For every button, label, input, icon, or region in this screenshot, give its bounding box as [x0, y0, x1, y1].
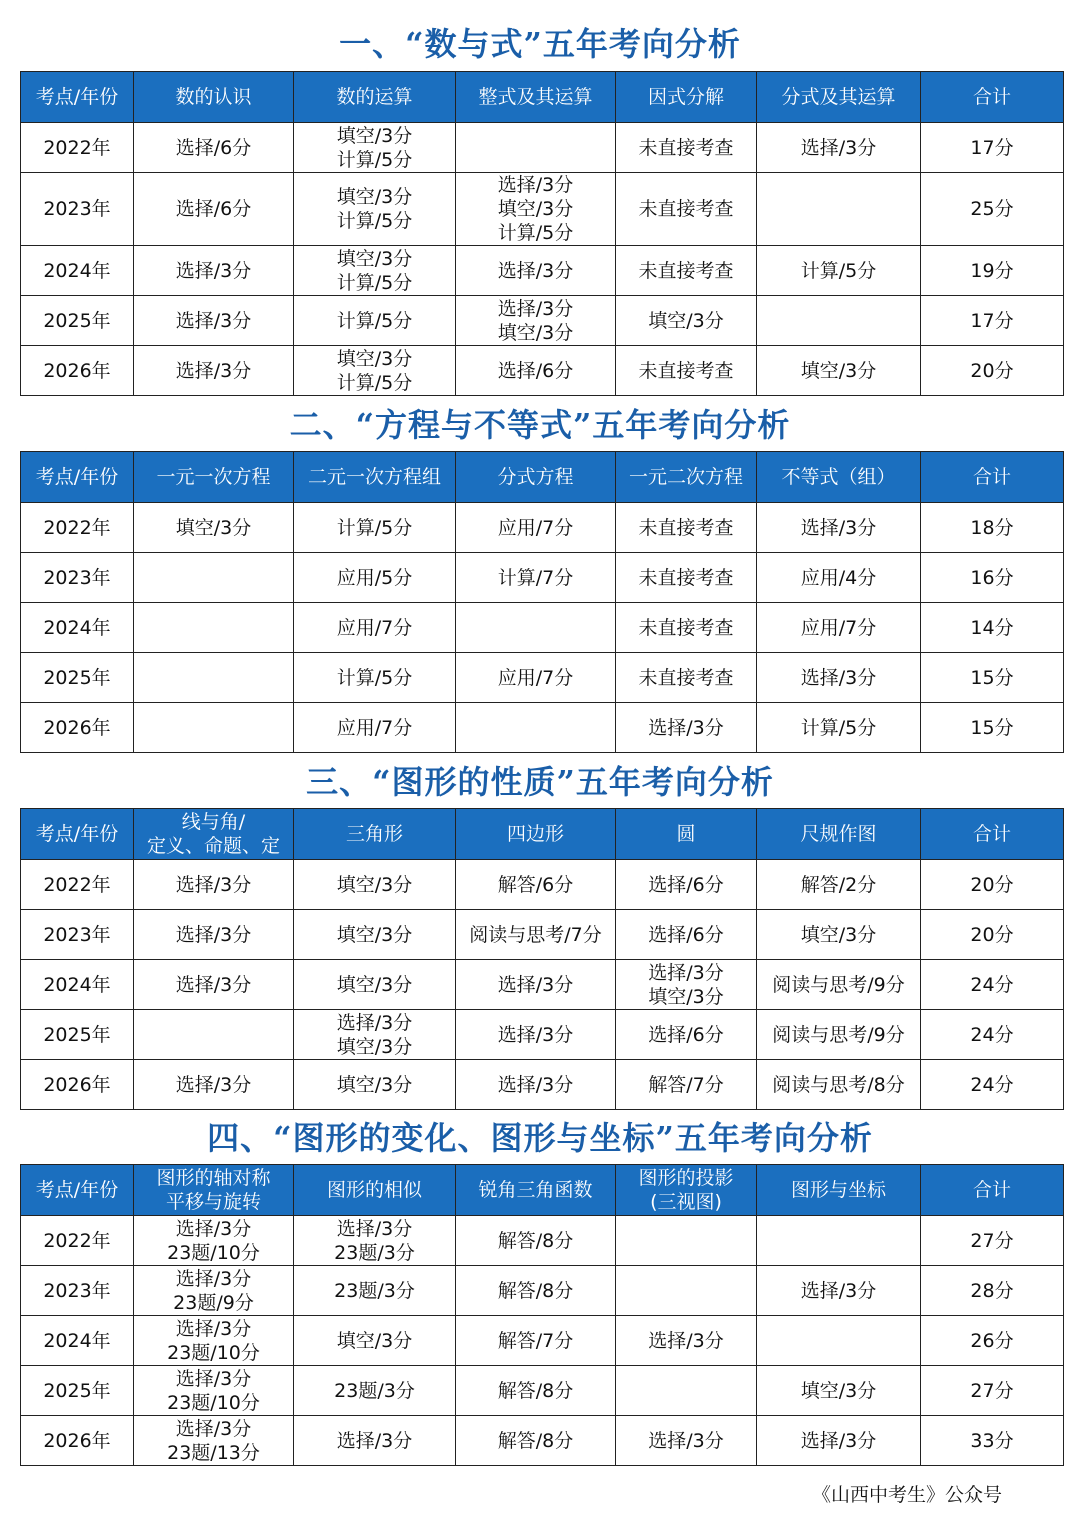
year-cell: 2025年: [21, 653, 134, 703]
column-header: 一元二次方程: [616, 452, 757, 503]
table-row: [21, 1366, 1064, 1416]
table-row: [21, 703, 1064, 753]
table-cell: 应用/5分: [294, 553, 456, 603]
table-cell: 选择/6分: [616, 1010, 757, 1060]
table-cell: 选择/3分: [456, 960, 616, 1010]
year-cell: 2024年: [21, 603, 134, 653]
table-cell: 填空/3分: [294, 1316, 456, 1366]
table-cell: 解答/7分: [456, 1316, 616, 1366]
year-cell: 2025年: [21, 1010, 134, 1060]
column-header: 四边形: [456, 809, 616, 860]
column-header: 考点/年份: [21, 809, 134, 860]
table-cell: 未直接考查: [616, 653, 757, 703]
table-row: [21, 503, 1064, 553]
total-cell: 33分: [921, 1416, 1064, 1466]
table-cell: 解答/6分: [456, 860, 616, 910]
table-row: [21, 910, 1064, 960]
table-cell: 填空/3分: [616, 296, 757, 346]
column-header: 三角形: [294, 809, 456, 860]
table-cell: 解答/2分: [757, 860, 921, 910]
table-cell: 填空/3分: [294, 910, 456, 960]
table-cell: 应用/7分: [294, 603, 456, 653]
total-cell: 17分: [921, 123, 1064, 173]
column-header: 图形与坐标: [757, 1165, 921, 1216]
table-cell: 选择/6分: [616, 910, 757, 960]
column-header: 图形的投影 (三视图): [616, 1165, 757, 1216]
table-row: [21, 1060, 1064, 1110]
table-row: [21, 1316, 1064, 1366]
table-cell: 未直接考查: [616, 603, 757, 653]
total-cell: 27分: [921, 1366, 1064, 1416]
column-header: 分式及其运算: [757, 72, 921, 123]
section-1-title: 一、“数与式”五年考向分析: [339, 25, 741, 63]
table-cell: 应用/4分: [757, 553, 921, 603]
column-header: 合计: [921, 1165, 1064, 1216]
table-row: [21, 296, 1064, 346]
table-cell: 选择/3分 23题/10分: [134, 1316, 294, 1366]
table-cell: [134, 553, 294, 603]
total-cell: 20分: [921, 860, 1064, 910]
table-cell: 计算/5分: [294, 503, 456, 553]
table-cell: 选择/3分 23题/13分: [134, 1416, 294, 1466]
table-cell: 选择/3分: [456, 1010, 616, 1060]
column-header: 圆: [616, 809, 757, 860]
table-row: [21, 553, 1064, 603]
table-cell: [456, 703, 616, 753]
total-cell: 24分: [921, 960, 1064, 1010]
table-row: [21, 1216, 1064, 1266]
table-cell: [757, 173, 921, 246]
table-cell: 计算/5分: [294, 653, 456, 703]
header-row: [21, 72, 1064, 123]
column-header: 分式方程: [456, 452, 616, 503]
table-cell: 选择/6分: [616, 860, 757, 910]
column-header: 考点/年份: [21, 452, 134, 503]
footer-credit: 《山西中考生》公众号: [811, 1484, 1002, 1506]
table-cell: 阅读与思考/9分: [757, 1010, 921, 1060]
table-cell: [134, 653, 294, 703]
table-cell: 解答/8分: [456, 1266, 616, 1316]
table-cell: 解答/8分: [456, 1366, 616, 1416]
table-cell: 填空/3分 计算/5分: [294, 246, 456, 296]
table-cell: 选择/3分: [456, 1060, 616, 1110]
table-cell: 选择/3分: [134, 346, 294, 396]
table-cell: 填空/3分 计算/5分: [294, 173, 456, 246]
table-cell: [757, 296, 921, 346]
column-header: 图形的轴对称 平移与旋转: [134, 1165, 294, 1216]
table-cell: 填空/3分: [757, 346, 921, 396]
total-cell: 15分: [921, 653, 1064, 703]
table-cell: 解答/7分: [616, 1060, 757, 1110]
table-cell: 填空/3分 计算/5分: [294, 123, 456, 173]
table-cell: 23题/3分: [294, 1366, 456, 1416]
table-cell: 选择/3分: [134, 1060, 294, 1110]
table-row: [21, 960, 1064, 1010]
table-cell: 选择/3分: [616, 1416, 757, 1466]
table-cell: 阅读与思考/9分: [757, 960, 921, 1010]
table-cell: [616, 1216, 757, 1266]
column-header: 图形的相似: [294, 1165, 456, 1216]
table-cell: 选择/3分: [134, 910, 294, 960]
total-cell: 18分: [921, 503, 1064, 553]
total-cell: 26分: [921, 1316, 1064, 1366]
year-cell: 2023年: [21, 553, 134, 603]
table-cell: [616, 1366, 757, 1416]
table-row: [21, 173, 1064, 246]
table-cell: 未直接考查: [616, 123, 757, 173]
table-cell: 填空/3分: [757, 1366, 921, 1416]
table-cell: 选择/3分: [456, 246, 616, 296]
column-header: 锐角三角函数: [456, 1165, 616, 1216]
total-cell: 14分: [921, 603, 1064, 653]
table-cell: 应用/7分: [294, 703, 456, 753]
table-cell: 计算/7分: [456, 553, 616, 603]
section-3-title: 三、“图形的性质”五年考向分析: [306, 763, 774, 801]
table-cell: 选择/6分: [456, 346, 616, 396]
header-row: [21, 809, 1064, 860]
table-cell: 未直接考查: [616, 503, 757, 553]
section-3-table: [20, 808, 1064, 1110]
table-cell: 解答/8分: [456, 1416, 616, 1466]
table-cell: 未直接考查: [616, 246, 757, 296]
total-cell: 19分: [921, 246, 1064, 296]
section-2-title: 二、“方程与不等式”五年考向分析: [289, 406, 791, 444]
year-cell: 2023年: [21, 910, 134, 960]
table-row: [21, 1266, 1064, 1316]
table-row: [21, 1010, 1064, 1060]
table-row: [21, 346, 1064, 396]
table-row: [21, 603, 1064, 653]
table-cell: 选择/3分: [757, 123, 921, 173]
year-cell: 2026年: [21, 1060, 134, 1110]
year-cell: 2022年: [21, 860, 134, 910]
column-header: 合计: [921, 809, 1064, 860]
table-cell: 未直接考查: [616, 553, 757, 603]
table-cell: [134, 703, 294, 753]
table-row: [21, 246, 1064, 296]
table-cell: [456, 123, 616, 173]
table-cell: 填空/3分: [294, 960, 456, 1010]
table-cell: 计算/5分: [294, 296, 456, 346]
year-cell: 2024年: [21, 960, 134, 1010]
header-row: [21, 1165, 1064, 1216]
table-cell: 应用/7分: [456, 503, 616, 553]
section-2-table: [20, 451, 1064, 753]
table-cell: 填空/3分 计算/5分: [294, 346, 456, 396]
total-cell: 17分: [921, 296, 1064, 346]
year-cell: 2022年: [21, 123, 134, 173]
column-header: 不等式（组）: [757, 452, 921, 503]
column-header: 二元一次方程组: [294, 452, 456, 503]
table-cell: 计算/5分: [757, 703, 921, 753]
total-cell: 24分: [921, 1060, 1064, 1110]
column-header: 考点/年份: [21, 72, 134, 123]
year-cell: 2024年: [21, 1316, 134, 1366]
table-cell: 选择/3分: [134, 246, 294, 296]
table-cell: 填空/3分: [757, 910, 921, 960]
column-header: 尺规作图: [757, 809, 921, 860]
table-cell: 未直接考查: [616, 173, 757, 246]
table-cell: [757, 1316, 921, 1366]
total-cell: 27分: [921, 1216, 1064, 1266]
column-header: 数的运算: [294, 72, 456, 123]
table-cell: 未直接考查: [616, 346, 757, 396]
header-row: [21, 452, 1064, 503]
table-cell: [134, 1010, 294, 1060]
table-cell: 应用/7分: [757, 603, 921, 653]
column-header: 数的认识: [134, 72, 294, 123]
table-cell: 阅读与思考/8分: [757, 1060, 921, 1110]
year-cell: 2025年: [21, 296, 134, 346]
table-cell: 选择/3分 23题/3分: [294, 1216, 456, 1266]
table-cell: [134, 603, 294, 653]
table-cell: 选择/3分 23题/10分: [134, 1216, 294, 1266]
table-cell: 选择/3分: [134, 296, 294, 346]
column-header: 一元一次方程: [134, 452, 294, 503]
table-cell: 计算/5分: [757, 246, 921, 296]
table-cell: 解答/8分: [456, 1216, 616, 1266]
total-cell: 25分: [921, 173, 1064, 246]
table-cell: 选择/3分: [757, 653, 921, 703]
total-cell: 20分: [921, 346, 1064, 396]
table-cell: [757, 1216, 921, 1266]
table-cell: 选择/6分: [134, 173, 294, 246]
table-cell: 23题/3分: [294, 1266, 456, 1316]
year-cell: 2024年: [21, 246, 134, 296]
column-header: 整式及其运算: [456, 72, 616, 123]
year-cell: 2026年: [21, 346, 134, 396]
column-header: 考点/年份: [21, 1165, 134, 1216]
table-cell: 选择/3分 23题/10分: [134, 1366, 294, 1416]
table-cell: [456, 603, 616, 653]
table-cell: 应用/7分: [456, 653, 616, 703]
table-cell: 填空/3分: [294, 1060, 456, 1110]
table-cell: 选择/3分: [134, 860, 294, 910]
year-cell: 2022年: [21, 1216, 134, 1266]
table-cell: 选择/3分: [616, 703, 757, 753]
year-cell: 2026年: [21, 703, 134, 753]
year-cell: 2026年: [21, 1416, 134, 1466]
table-cell: 选择/3分: [757, 1266, 921, 1316]
total-cell: 16分: [921, 553, 1064, 603]
total-cell: 20分: [921, 910, 1064, 960]
total-cell: 28分: [921, 1266, 1064, 1316]
table-cell: 填空/3分: [134, 503, 294, 553]
table-cell: 选择/3分: [616, 1316, 757, 1366]
table-cell: 选择/3分 23题/9分: [134, 1266, 294, 1316]
year-cell: 2023年: [21, 173, 134, 246]
column-header: 线与角/ 定义、命题、定: [134, 809, 294, 860]
table-cell: 填空/3分: [294, 860, 456, 910]
table-cell: 选择/3分 填空/3分: [456, 296, 616, 346]
table-row: [21, 653, 1064, 703]
year-cell: 2022年: [21, 503, 134, 553]
table-row: [21, 860, 1064, 910]
table-cell: 阅读与思考/7分: [456, 910, 616, 960]
section-1-table: [20, 71, 1064, 396]
table-cell: 选择/3分: [294, 1416, 456, 1466]
column-header: 合计: [921, 72, 1064, 123]
section-4-table: [20, 1164, 1064, 1466]
table-row: [21, 123, 1064, 173]
year-cell: 2023年: [21, 1266, 134, 1316]
total-cell: 24分: [921, 1010, 1064, 1060]
table-cell: 选择/3分 填空/3分 计算/5分: [456, 173, 616, 246]
table-cell: 选择/6分: [134, 123, 294, 173]
table-cell: 选择/3分: [134, 960, 294, 1010]
total-cell: 15分: [921, 703, 1064, 753]
year-cell: 2025年: [21, 1366, 134, 1416]
column-header: 因式分解: [616, 72, 757, 123]
table-cell: 选择/3分: [757, 503, 921, 553]
table-cell: 选择/3分 填空/3分: [616, 960, 757, 1010]
table-row: [21, 1416, 1064, 1466]
table-cell: 选择/3分 填空/3分: [294, 1010, 456, 1060]
table-cell: 选择/3分: [757, 1416, 921, 1466]
table-cell: [616, 1266, 757, 1316]
column-header: 合计: [921, 452, 1064, 503]
section-4-title: 四、“图形的变化、图形与坐标”五年考向分析: [207, 1119, 873, 1157]
